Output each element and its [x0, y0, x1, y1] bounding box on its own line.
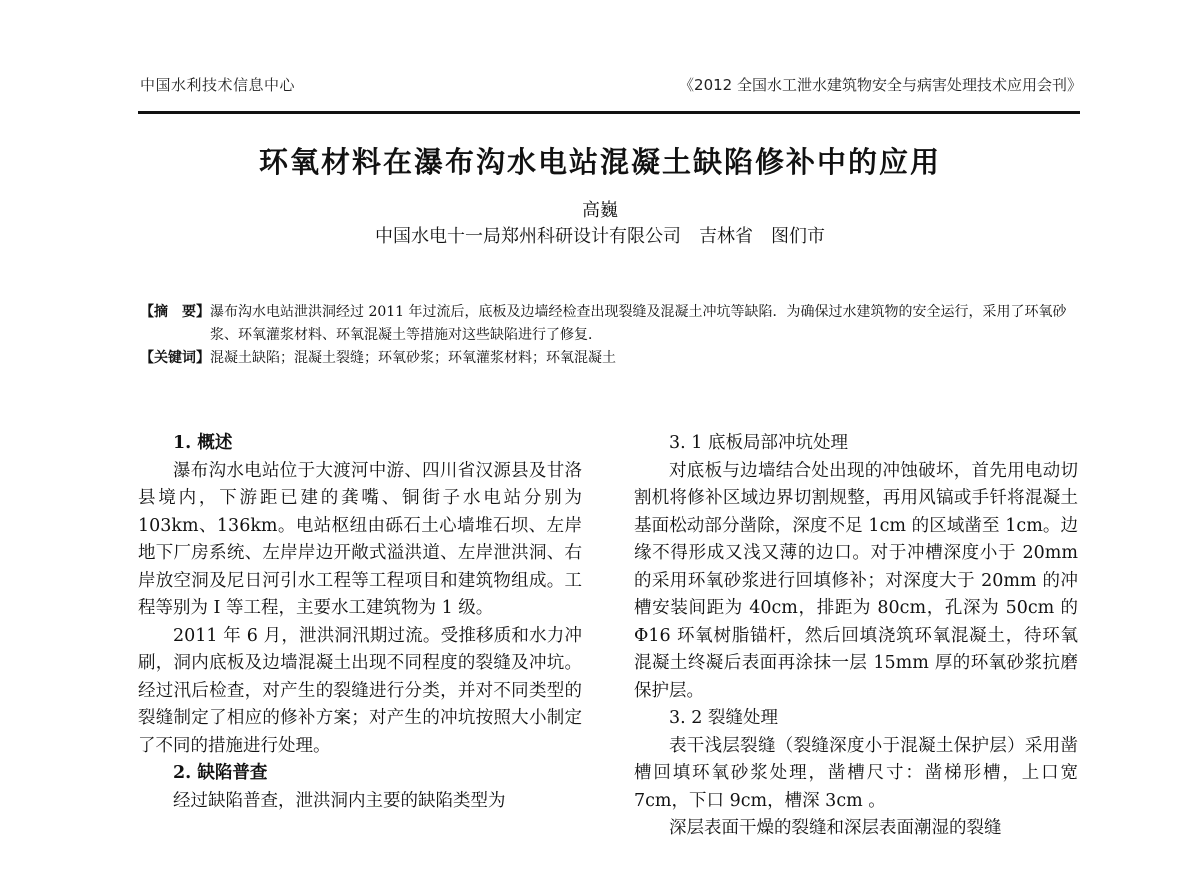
affiliation	[0, 222, 1200, 248]
paragraph-overview: 瀑布沟水电站位于大渡河中游、四川省汉源县及甘洛县境内，下游距已建的龚嘴、铜街子水电站分别为 103km、136km。电站枢纽由砾石土心墙堆石坝、左岸地下厂房系统、左岸岸边开敞式溢洪道、左岸泄洪洞、右岸放空洞及尼日河引水工程等工程项目和建筑物组成。工程等别为 I 等工程，主要水工建筑物为 1 级。	[138, 460, 582, 618]
keywords-label: 【关键词】	[140, 350, 210, 366]
paragraph-flood-season: 2011 年 6 月，泄洪洞汛期过流。受推移质和水力冲刷，洞内底板及边墙混凝土出现不同程度的裂缝及冲坑。经过汛后检查，对产生的裂缝进行分类，并对不同类型的裂缝制定了相应的修补方案；对产生的冲坑按照大小制定了不同的措施进行处理。	[138, 625, 582, 756]
paragraph-scour-repair: 对底板与边墙结合处出现的冲蚀破坏，首先用电动切割机将修补区域边界切割规整，再用风镐或手钎将混凝土基面松动部分凿除，深度不足 1cm 的区域凿至 1cm。边缘不得形成又浅又薄的边口。对于冲槽深度小于 20mm 的采用环氧砂浆进行回填修补；对深度大于 20mm 的冲槽安装间距为 40cm，排距为 80cm，孔深为 50cm 的 Φ16 环氧树脂锚杆，然后回填浇筑环氧混凝土，待环氧混凝土终凝后表面再涂抹一层 15mm 厚的环氧砂浆抗磨保护层。	[634, 460, 1078, 701]
paragraph-survey: 经过缺陷普查，泄洪洞内主要的缺陷类型为	[173, 790, 506, 811]
paper-title: 环氧材料在瀑布沟水电站混凝土缺陷修补中的应用	[258, 145, 941, 179]
running-header-left: 中国水利技术信息中心	[140, 76, 296, 94]
paragraph-shallow-crack: 表干浅层裂缝（裂缝深度小于混凝土保护层）采用凿槽回填环氧砂浆处理，凿槽尺寸：凿梯形槽，上口宽 7cm，下口 9cm，槽深 3cm 。	[634, 735, 1078, 811]
affiliation-province: 吉林省	[699, 226, 753, 247]
left-column	[138, 430, 582, 815]
header-rule	[138, 111, 1080, 114]
abstract-label: 【摘 要】	[140, 304, 210, 320]
author-name: 高巍	[582, 200, 618, 221]
abstract-row	[140, 301, 1080, 347]
affiliation-org: 中国水电十一局郑州科研设计有限公司	[375, 226, 681, 247]
subsection-heading-crack: 3. 2 裂缝处理	[669, 708, 778, 728]
running-header-right: 《2012 全国水工泄水建筑物安全与病害处理技术应用会刊》	[679, 76, 1082, 94]
section-heading-overview: 1. 概述	[173, 433, 233, 453]
paragraph-deep-crack: 深层表面干燥的裂缝和深层表面潮湿的裂缝	[669, 818, 1002, 838]
section-heading-survey: 2. 缺陷普查	[173, 763, 268, 783]
subsection-heading-scour: 3. 1 底板局部冲坑处理	[669, 433, 848, 453]
keywords-text: 混凝土缺陷；混凝土裂缝；环氧砂浆；环氧灌浆材料；环氧混凝土	[210, 350, 616, 366]
keywords-row	[140, 347, 1080, 370]
affiliation-city: 图们市	[771, 226, 825, 247]
right-column	[634, 430, 1078, 843]
abstract-block	[140, 301, 1080, 370]
abstract-text: 瀑布沟水电站泄洪洞经过 2011 年过流后，底板及边墙经检查出现裂缝及混凝土冲坑等缺陷．为确保过水建筑物的安全运行，采用了环氧砂浆、环氧灌浆材料、环氧混凝土等措施对这些缺陷进行了修复．	[210, 304, 1067, 343]
